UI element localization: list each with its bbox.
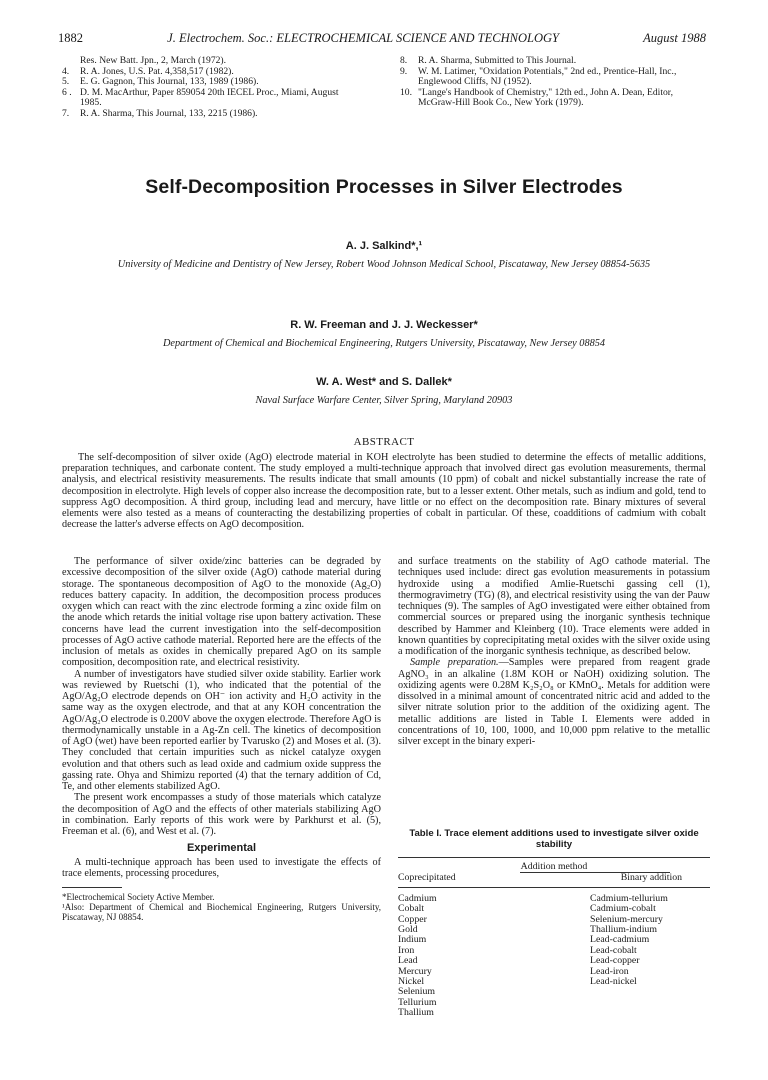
table-cell: Mercury — [398, 965, 432, 977]
reference-item: Res. New Batt. Jpn., 2, March (1972). — [80, 55, 227, 66]
running-header — [58, 31, 706, 47]
table-cell: Lead-copper — [590, 955, 640, 967]
column-header-coprecipitated: Coprecipitated — [398, 872, 456, 884]
table-cell: Iron — [398, 944, 415, 956]
section-heading-experimental: Experimental — [186, 842, 257, 855]
body-paragraph: The present work encompasses a study of those materials which catalyze the decomposition of AgO and the effects of other materials stabilizing AgO in combination. Early reports of this work were by Parkhurst et al. (5), Freeman et al. (6), and West et al. (7). — [62, 792, 381, 837]
table-cell: Selenium-mercury — [590, 913, 663, 925]
run-in-heading: Sample preparation. — [410, 657, 499, 669]
table-cell: Tellurium — [398, 996, 437, 1008]
references-right — [400, 56, 712, 109]
body-paragraph: The performance of silver oxide/zinc batteries can be degraded by excessive decomposition of the silver oxide (AgO) cathode material during storage. The spontaneous decomposition of AgO to the monoxide (Ag₂O) reduces battery capacity. In addition, the decomposition process produces oxygen which can react with the zinc electrode forming a zinc oxide film on the anode which retards the initial voltage rise upon battery activation. These concerns have lead the current investigation into the self-decomposition processes of AgO active cathode material. Reported here are the effects of the inclusion of metals as oxides in chemically prepared AgO on its sample composition, decomposition rate, and electrical resistivity. — [62, 556, 381, 669]
footnote: ¹Also: Department of Chemical and Biochemical Engineering, Rutgers University, Piscataway, NJ 08854. — [62, 902, 381, 922]
table-cell: Lead-nickel — [590, 976, 637, 988]
journal-name: J. Electrochem. Soc.: ELECTROCHEMICAL SCIENCE AND TECHNOLOGY — [167, 31, 559, 45]
table-caption: Table I. Trace element additions used to investigate silver oxide stability — [409, 828, 699, 850]
body-paragraph: and surface treatments on the stability of AgO cathode material. The techniques used include: direct gas evolution measurements in potassium hydroxide using a modified Amlie-Ruetschi gassing cell (1), thermogravimetry (TG) (8), and electrical resistivity using the van der Pauw techniques (9). The samples of AgO investigated were either obtained from commercial sources or prepared using the inorganic synthesis technique described by Hammer and Kleinberg (10). Trace elements were added in known quantities by coprecipitating metal oxides with the silver oxide using a modification of the inorganic synthesis technique, as described below. — [398, 556, 710, 657]
table-cell: Lead-cadmium — [590, 934, 650, 946]
reference-item: 7. R. A. Sharma, This Journal, 133, 2215 (1986). — [62, 107, 258, 119]
table-column-headers — [398, 873, 710, 886]
table-cell: Cobalt — [398, 903, 425, 915]
column-header-binary: Binary addition — [620, 872, 682, 884]
abstract-heading: ABSTRACT — [353, 436, 415, 448]
table-cell: Thallium — [398, 1007, 434, 1019]
column-binary — [548, 894, 710, 1019]
abstract-text: The self-decomposition of silver oxide (AgO) electrode material in KOH electrolyte has been studied to determine the effects of metallic additions, preparation techniques, and carbonate content. The study employed a multi-technique approach that involved direct gas evolution measurements, thermal analysis, and electrical resistivity measurements. The results indicate that small amounts (10 ppm) of cobalt and nickel substantially increase the rate of decomposition in electrolyte. High levels of copper also increase the decomposition rate, but to a lesser extent. Other metals, such as indium and gold, tend to suppress AgO decomposition. A third group, including lead and mercury, have little or no effect on the decomposition rate. Binary mixtures of several elements were also tested as a means of counteracting the destabilizing properties of cobalt in particular. Of these, coadditions of cadmium with cobalt decrease the latter's adverse effects on AgO decomposition. — [62, 452, 706, 531]
references-left — [62, 56, 362, 120]
reference-item: 6 . D. M. MacArthur, Paper 859054 20th IECEL Proc., Miami, August 1985. — [62, 86, 339, 109]
body-paragraph: A multi-technique approach has been used to investigate the effects of trace elements, processing procedures, — [62, 856, 381, 879]
author-affiliation: University of Medicine and Dentistry of New Jersey, Robert Wood Johnson Medical School, Piscataway, New Jersey 08854-5635 — [117, 259, 651, 270]
body-paragraph: A number of investigators have studied silver oxide stability. Earlier work was reviewed by Ruetschi (1), who indicated that the potential of the AgO/Ag₂O electrode depends on OH⁻ ion activity and H₂O activity in the same way as the oxygen electrode, and that at any KOH concentration the AgO/Ag₂O electrode is 0.200V above the oxygen electrode. Therefore AgO is thermodynamically unstable in a Ag-Zn cell. The kinetics of decomposition of AgO (wet) have been reported earlier by Tvarusko (2) and Moses et al. (3). They concluded that certain impurities such as nickel catalyze oxygen evolution and that others such as lead oxide and cadmium oxide suppress the gassing rate. Ohya and Shimizu reported (4) that the ternary addition of Cd, Te, and other elements stabilized AgO. — [62, 668, 381, 792]
table-cell: Nickel — [398, 976, 425, 988]
table-top-rule — [398, 857, 710, 858]
table-cell: Cadmium-tellurium — [590, 892, 668, 904]
body-column-right — [398, 556, 710, 747]
reference-item: 8. R. A. Sharma, Submitted to This Journal. — [400, 55, 577, 66]
issue-date: August 1988 — [643, 31, 706, 45]
table-cell: Lead-cobalt — [590, 944, 637, 956]
table-cell: Selenium — [398, 986, 436, 998]
page-number: 1882 — [58, 31, 83, 45]
author-line: A. J. Salkind*,¹ — [345, 240, 423, 252]
table-cell: Cadmium — [398, 892, 437, 904]
body-paragraph: Sample preparation.—Samples were prepared from reagent grade AgNO₃ in an alkaline (1.8M KOH or NaOH) oxidizing solution. The oxidizing agents were 0.28M K₂S₂O₈ or KMnO₄. Metals for addition were dissolved in a minimal amount of concentrated nitric acid and added to the silver nitrate solution prior to the addition of the oxidizing agent. The metallic additions are listed in Table I. Elements were added in concentrations of 10, 100, 1000, and 10,000 ppm relative to the metallic silver except in the binary experi- — [398, 657, 710, 747]
table-cell: Lead — [398, 955, 418, 967]
author-line: W. A. West* and S. Dallek* — [316, 376, 452, 388]
table-cell: Cadmium-cobalt — [590, 903, 656, 915]
data-table — [398, 857, 710, 1019]
table-header-bottom-rule — [398, 887, 710, 888]
column-coprecipitated — [398, 894, 548, 1019]
reference-item: 4. R. A. Jones, U.S. Pat. 4,358,517 (1982). — [62, 65, 234, 77]
body-column-left — [62, 556, 381, 922]
table-cell: Indium — [398, 934, 427, 946]
article-title: Self-Decomposition Processes in Silver Electrodes — [145, 176, 623, 198]
reference-item: 5. E. G. Gagnon, This Journal, 133, 1989 (1986). — [62, 76, 259, 88]
author-line: R. W. Freeman and J. J. Weckesser* — [290, 319, 478, 331]
author-affiliation: Naval Surface Warfare Center, Silver Spring, Maryland 20903 — [255, 395, 513, 406]
footnote-divider — [62, 887, 122, 888]
author-affiliation: Department of Chemical and Biochemical Engineering, Rutgers University, Piscataway, New Jersey 08854 — [162, 338, 606, 349]
footnote: *Electrochemical Society Active Member. — [62, 892, 215, 902]
reference-item: 10. "Lange's Handbook of Chemistry," 12th ed., John A. Dean, Editor, McGraw-Hill Book Co., New York (1979). — [400, 86, 674, 109]
table-cell: Thallium-indium — [590, 924, 657, 936]
table-cell: Copper — [398, 913, 427, 925]
table-cell: Lead-iron — [590, 965, 629, 977]
table-cell: Gold — [398, 924, 418, 936]
reference-item: 9. W. M. Latimer, "Oxidation Potentials," 2nd ed., Prentice-Hall, Inc., Englewood Cliffs, NJ (1952). — [400, 65, 677, 88]
table-body — [398, 894, 710, 1019]
table-group-header: Addition method — [520, 861, 588, 872]
